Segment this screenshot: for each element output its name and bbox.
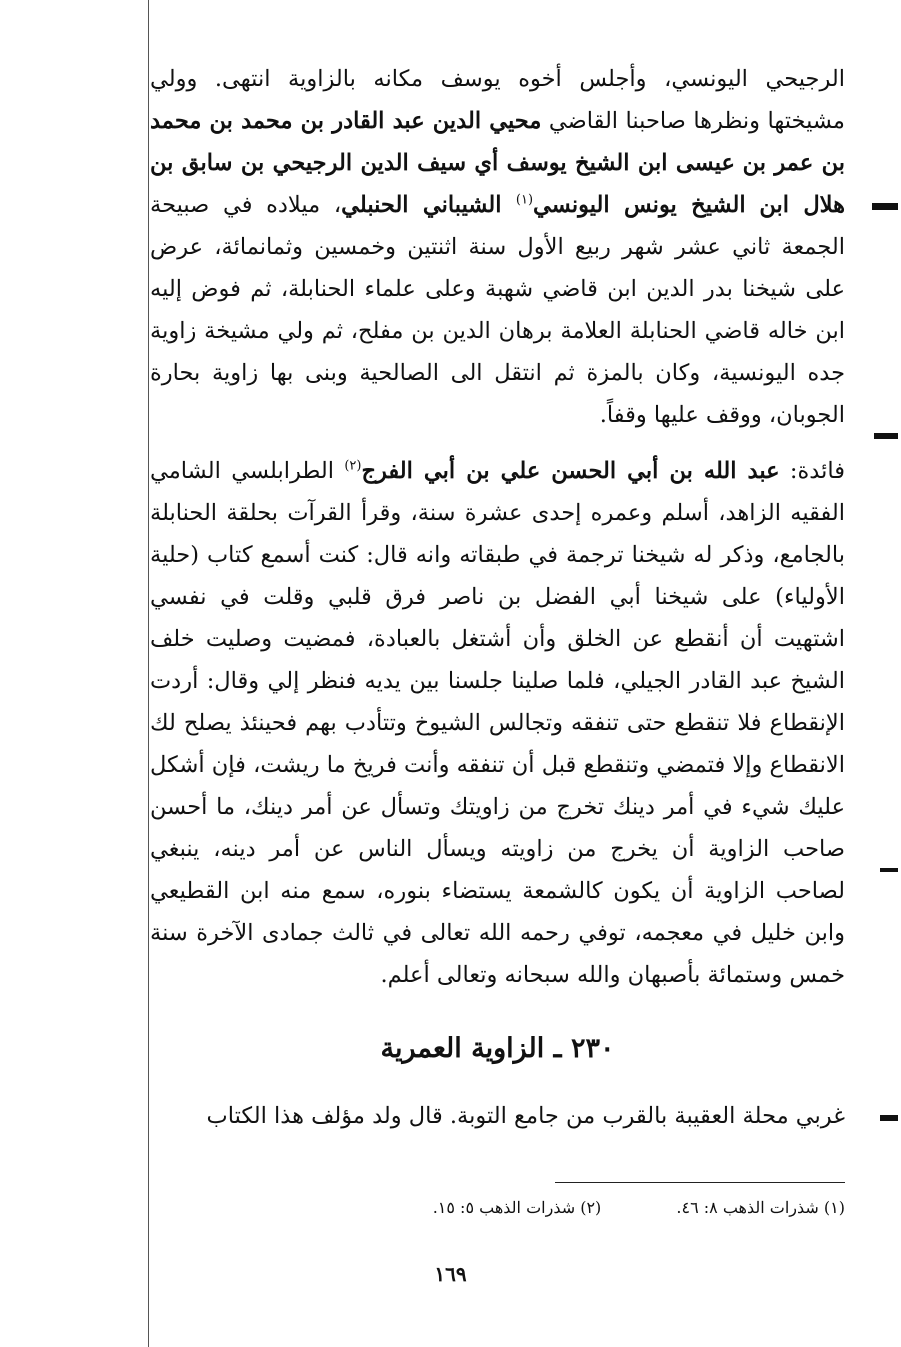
text-run: الى الصالحية وبنى بها زاوية بحارة الجوبان، ووقف عليها وقفاً. — [150, 360, 845, 428]
text-run: كالشمعة يستضاء بنوره، سمع منه ابن القطيعي وابن خليل في معجمه، توفي — [150, 878, 845, 946]
text-run: الجيلي، فلما صلينا جلسنا بين يديه فنظر إلي وقال: أردت الإنقطاع فلا تنقطع — [150, 668, 845, 736]
page-edge-line — [148, 0, 149, 1347]
footnote-1: (١) شذرات الذهب ٨: ٤٦. — [676, 1198, 845, 1217]
text-run: يخرج من زاويته ويسأل الناس عن أمر دينه، ينبغي لصاحب الزاوية أن يكون — [150, 836, 845, 904]
footnote-ref: (٢) — [344, 458, 362, 474]
section-paragraph: غربي محلة العقيبة بالقرب من جامع التوبة. قال ولد مؤلف هذا الكتاب — [206, 1103, 845, 1129]
text-run: الرجيحي اليونسي، وأجلس أخوه يوسف مكانه بالزاوية انتهى. وولي مشيختها — [150, 66, 845, 134]
text-run: وتنقطع قبل أن تنفقه وأنت فريخ ما ريشت، فإن أشكل عليك شيء في أمر — [150, 752, 845, 820]
text-run: الطرابلسي الشامي — [150, 458, 345, 484]
paragraph — [150, 450, 845, 996]
section-heading: ٢٣٠ ـ الزاوية العمرية — [380, 1033, 615, 1064]
margin-mark — [874, 433, 898, 439]
margin-mark — [880, 868, 898, 872]
footnote-2: (٢) شذرات الذهب ٥: ١٥. — [432, 1198, 602, 1217]
margin-mark — [880, 1115, 898, 1121]
text-run: رحمه الله تعالى في ثالث جمادى الآخرة سنة خمس وستمائة بأصبهان والله سبحانه — [150, 920, 845, 988]
text-run: دينك تخرج من زاويتك وتسأل عن أمر دينك، ما أحسن صاحب الزاوية أن — [150, 794, 845, 862]
text-run: قاضي شهبة وعلى علماء الحنابلة، ثم فوض إليه ابن خاله قاضي الحنابلة العلامة — [150, 276, 845, 344]
bold-text: محيي الدين عبد القادر بن محمد بن محمد بن عمر بن — [150, 108, 845, 176]
text-run: فائدة: — [779, 458, 845, 484]
text-run: الأولياء) على شيخنا أبي الفضل بن ناصر فرق قلبي وقلت في نفسي اشتهيت أن — [150, 584, 845, 652]
main-text — [150, 58, 845, 996]
footnote-ref: (١) — [515, 192, 534, 208]
text-run: ونظرها صاحبنا القاضي — [541, 108, 761, 134]
margin-mark — [872, 203, 898, 210]
footnote-divider — [555, 1182, 845, 1183]
page-body — [150, 58, 845, 1137]
footnotes — [205, 1196, 845, 1220]
text-run: وتعالى أعلم. — [380, 962, 498, 988]
bold-text: عيسى ابن الشيخ يوسف أي سيف الدين الرجيحي بن سابق بن هلال ابن — [150, 150, 845, 218]
text-run: برهان الدين بن مفلح، ثم ولي مشيخة زاوية جده اليونسية، وكان بالمزة ثم انتقل — [150, 318, 845, 386]
bold-text: الشيباني الحنبلي — [341, 192, 516, 218]
paragraph — [150, 58, 845, 436]
text-run: أنقطع عن الخلق وأن أشتغل بالعبادة، فمضيت وصليت خلف الشيخ عبد القادر — [150, 626, 845, 694]
page-number: ١٦٩ — [434, 1262, 467, 1286]
bold-text: عبد الله بن أبي الحسن علي بن أبي الفرج — [361, 458, 780, 484]
text-run: حتى تنفقه وتجالس الشيوخ وتتأدب بهم فحينئذ يصلح لك الانقطاع وإلا فتمضي — [150, 710, 845, 778]
text-run: الفقيه الزاهد، أسلم وعمره إحدى عشرة سنة، وقرأ القرآت بحلقة الحنابلة — [150, 500, 845, 526]
text-run: شهر ربيع الأول سنة اثنتين وخمسين وثمانمائة، عرض على شيخنا بدر الدين ابن — [150, 234, 845, 302]
text-run: ، ميلاده في صبيحة الجمعة ثاني عشر — [150, 192, 846, 260]
text-run: بالجامع، وذكر له شيخنا ترجمة في طبقاته وانه قال: كنت أسمع كتاب (حلية — [150, 542, 845, 568]
bold-text: الشيخ يونس اليونسي — [533, 192, 746, 218]
